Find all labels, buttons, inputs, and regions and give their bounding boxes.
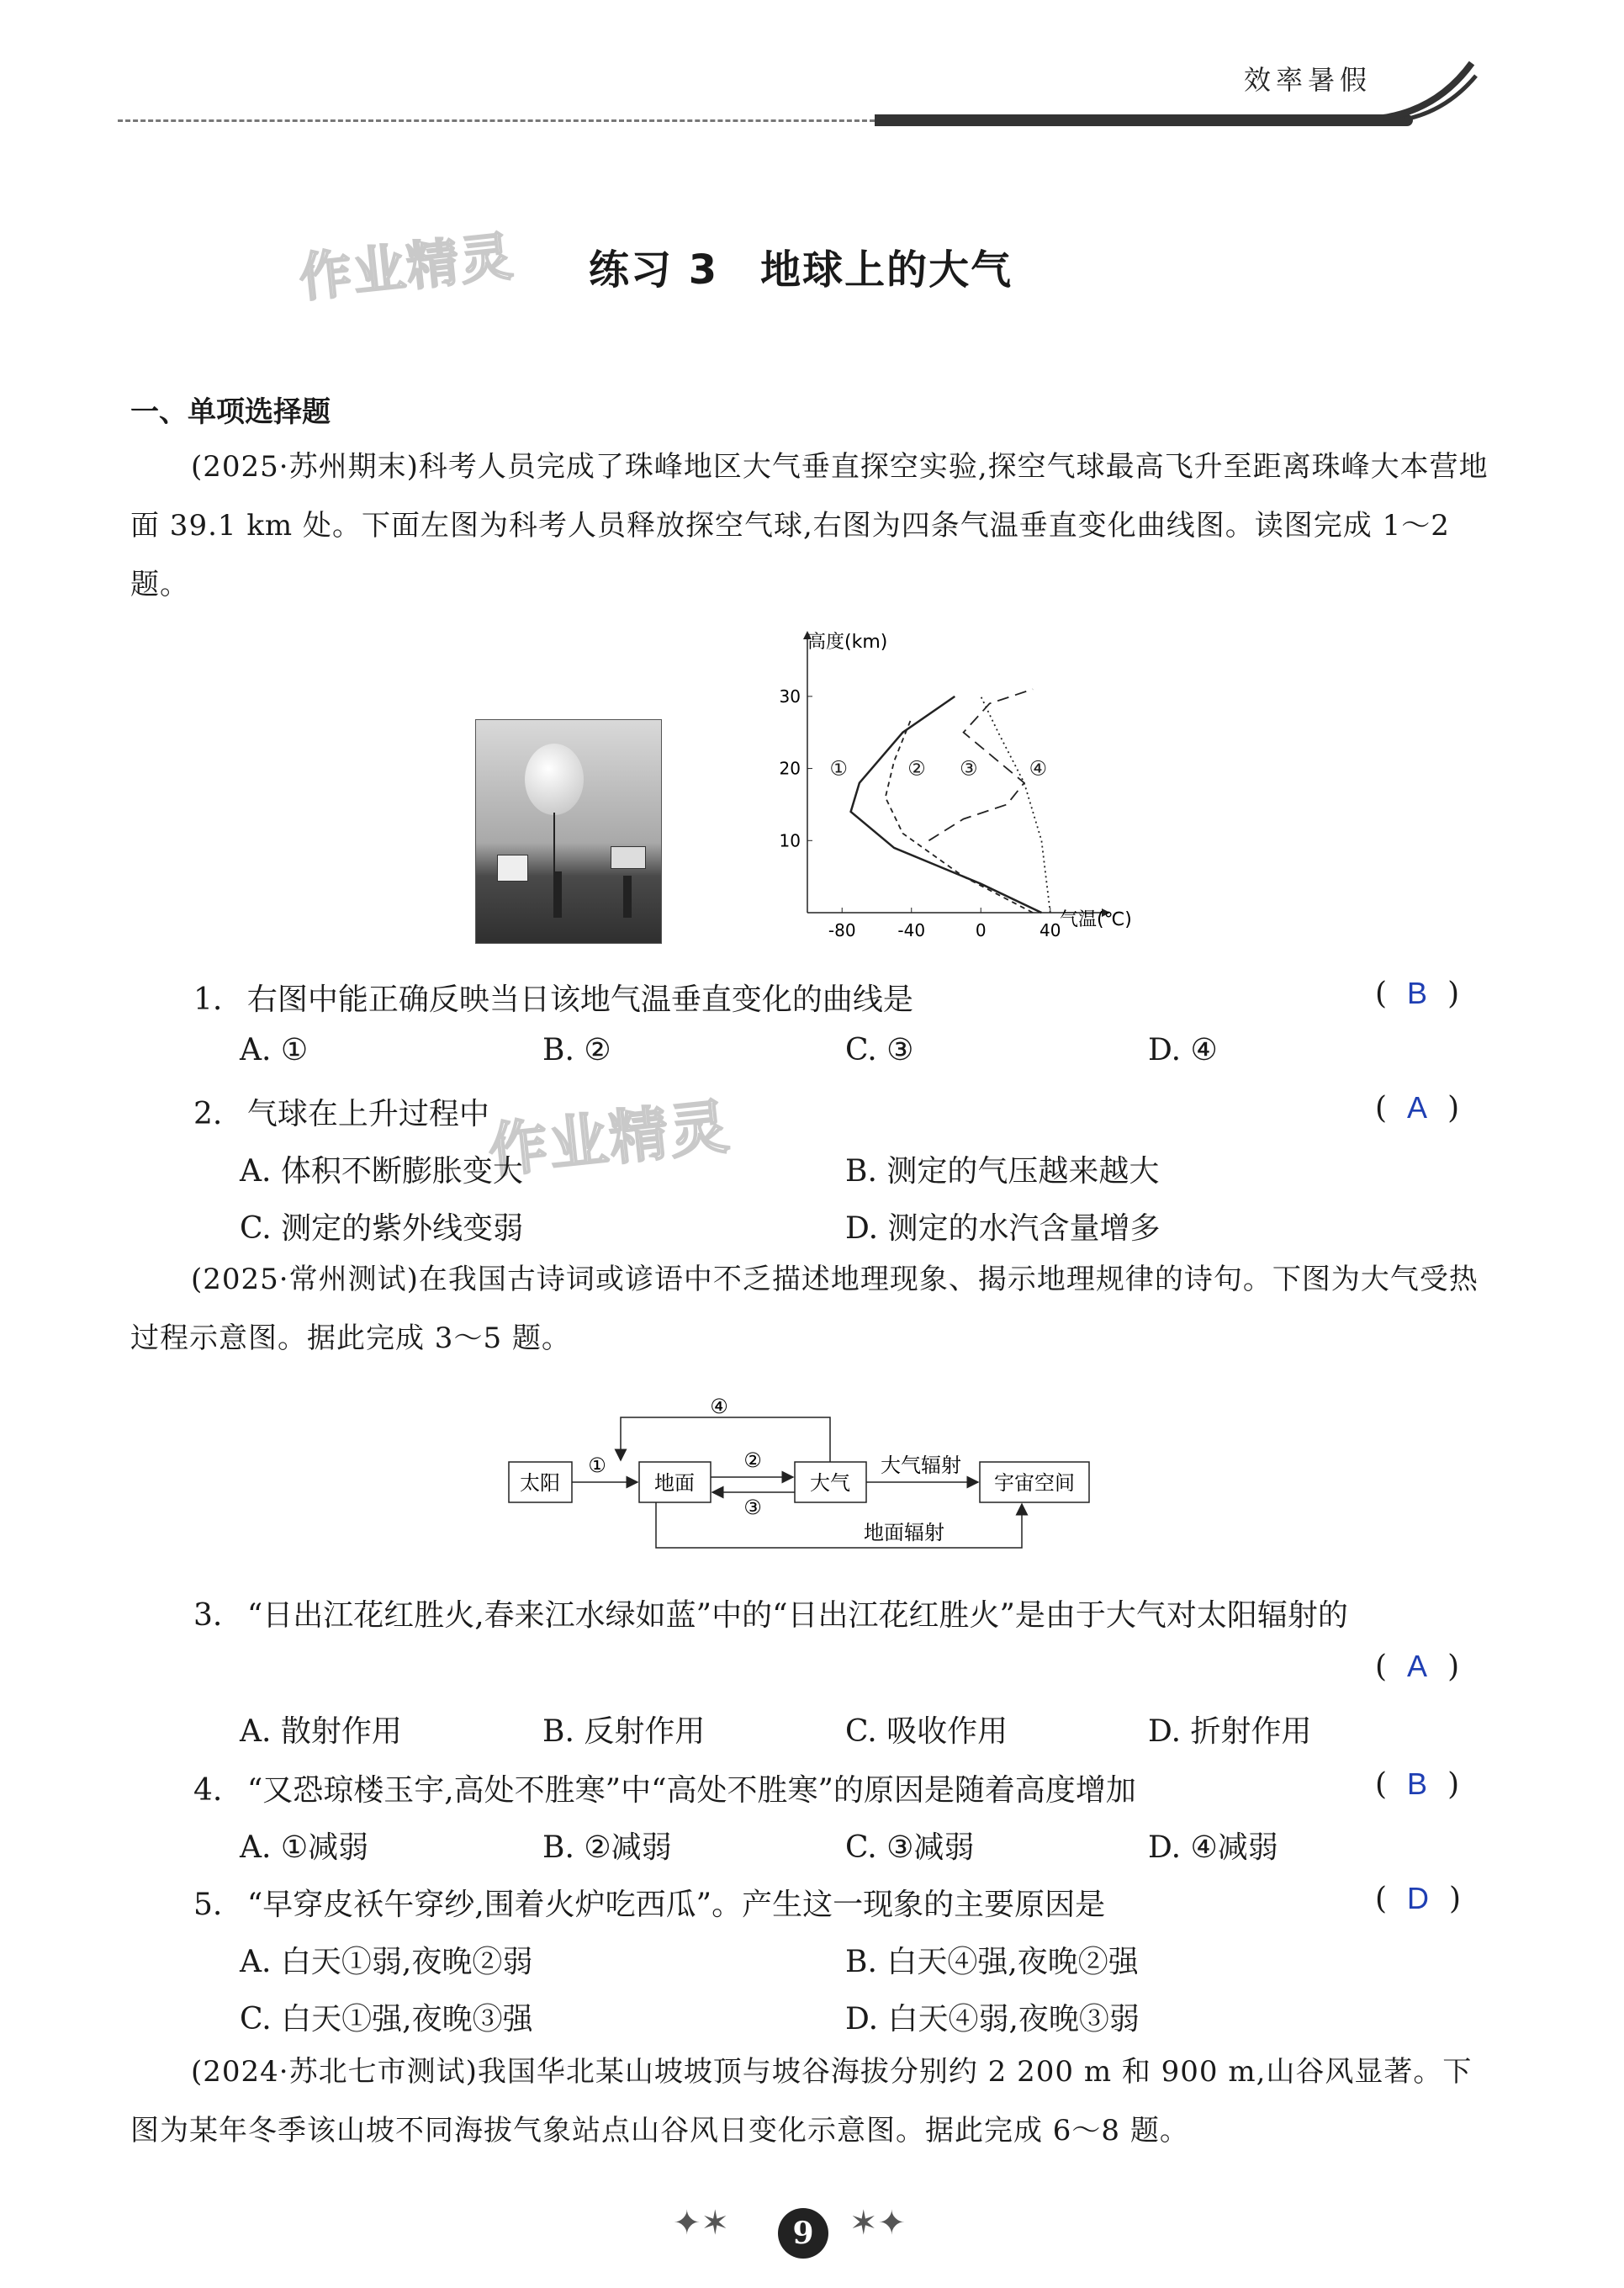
answer-q5: D [1407, 1881, 1430, 1915]
box-atmosphere-label: 大气 [810, 1471, 850, 1495]
question-1 [193, 976, 913, 1019]
answer-paren: ( B ) [1375, 976, 1460, 1011]
box-ground-label: 地面 [654, 1471, 695, 1495]
chart-x-tick-label: -40 [897, 920, 926, 940]
star-decoration-icon: ✶✦ [849, 2204, 907, 2243]
chart-y-tick-label: 30 [779, 686, 801, 707]
option: C. 吸收作用 [845, 1714, 1008, 1749]
chart-series-label: ③ [960, 756, 978, 781]
option: D. ④减弱 [1148, 1830, 1278, 1865]
question-text: “早穿皮袄午穿纱,围着火炉吃西瓜”。产生这一现象的主要原因是 [246, 1888, 1106, 1922]
intro-paragraph-3: (2024·苏北七市测试)我国华北某山坡坡顶与坡谷海拔分别约 2 200 m 和 900 m,山谷风显著。下图为某年冬季该山坡不同海拔气象站点山谷风日变化示意图。据此完成 6～8 题。 [130, 2055, 1473, 2148]
option: D. ④ [1148, 1033, 1218, 1067]
option: A. ①减弱 [240, 1830, 369, 1865]
option: A. 白天①弱,夜晚②弱 [240, 1945, 533, 1979]
answer-q1: B [1407, 976, 1428, 1010]
box-sun-label: 太阳 [520, 1471, 560, 1495]
temperature-profile-chart [757, 622, 1161, 951]
answer-paren: ( B ) [1375, 1766, 1460, 1802]
question-text: 右图中能正确反映当日该地气温垂直变化的曲线是 [246, 982, 913, 1017]
question-3 [193, 1592, 1348, 1634]
atmospheric-radiation-label: 大气辐射 [881, 1454, 961, 1477]
ground-radiation-label: 地面辐射 [864, 1521, 944, 1544]
star-decoration-icon: ✦✶ [673, 2204, 730, 2243]
atmosphere-heating-diagram [496, 1388, 1102, 1573]
option: C. ③ [845, 1033, 914, 1067]
question-4 [193, 1766, 1136, 1809]
option: A. ① [240, 1033, 309, 1067]
watermark-mid: 作业精灵 [485, 1092, 734, 1186]
answer-q2: A [1407, 1090, 1428, 1125]
chart-series-④ [981, 696, 1050, 913]
question-number: 3. [193, 1598, 223, 1633]
chart-x-tick-label: -80 [828, 920, 856, 940]
chart-y-tick-label: 10 [779, 830, 801, 851]
header-swoosh-icon [1379, 59, 1480, 126]
header-brand: 效率暑假 [1243, 64, 1372, 96]
chart-series-① [851, 696, 1042, 913]
option: B. ②减弱 [542, 1830, 672, 1865]
answer-paren: ( A ) [1375, 1649, 1460, 1684]
option: C. ③减弱 [845, 1830, 975, 1865]
chart-xlabel: 气温(℃) [1060, 909, 1132, 930]
chart-x-tick-label: 40 [1039, 920, 1061, 940]
intro-paragraph-2: (2025·常州测试)在我国古诗词或谚语中不乏描述地理现象、揭示地理规律的诗句。下图为大气受热过程示意图。据此完成 3～5 题。 [130, 1263, 1479, 1355]
chart-x-tick-label: 0 [975, 920, 987, 940]
chart-series-label: ④ [1029, 756, 1048, 781]
chart-series-label: ① [829, 756, 848, 781]
option: C. 白天①强,夜晚③强 [240, 2002, 533, 2036]
option: D. 测定的水汽含量增多 [845, 1211, 1161, 1246]
question-number: 1. [193, 982, 223, 1017]
option: B. 测定的气压越来越大 [845, 1154, 1160, 1189]
section-heading: 一、单项选择题 [130, 395, 331, 429]
chart-series-③ [928, 689, 1033, 840]
chart-ylabel: 高度(km) [807, 632, 888, 653]
option: A. 体积不断膨胀变大 [240, 1154, 523, 1189]
answer-q4: B [1407, 1766, 1428, 1801]
option: C. 测定的紫外线变弱 [240, 1211, 524, 1246]
page-number: 9 [778, 2208, 828, 2259]
question-text: “又恐琼楼玉宇,高处不胜寒”中“高处不胜寒”的原因是随着高度增加 [246, 1773, 1136, 1808]
arrow-3-label: ③ [743, 1496, 762, 1519]
option: A. 散射作用 [240, 1714, 402, 1749]
chart-y-tick-label: 20 [779, 758, 801, 779]
question-text: 气球在上升过程中 [246, 1097, 489, 1131]
question-number: 4. [193, 1773, 223, 1808]
box-space-label: 宇宙空间 [994, 1471, 1075, 1495]
answer-paren: ( A ) [1375, 1090, 1460, 1125]
question-text: “日出江花红胜火,春来江水绿如蓝”中的“日出江花红胜火”是由于大气对太阳辐射的 [246, 1598, 1348, 1633]
answer-q3: A [1407, 1649, 1428, 1683]
chart-series-label: ② [907, 756, 926, 781]
chart-series-② [886, 718, 1033, 913]
page-title: 练习 3 地球上的大气 [589, 246, 1013, 294]
answer-paren: ( D ) [1375, 1881, 1462, 1916]
question-5 [193, 1881, 1105, 1924]
option: B. 反射作用 [542, 1714, 706, 1749]
header-decorative-bar [875, 114, 1413, 126]
option: D. 折射作用 [1148, 1714, 1312, 1749]
option: D. 白天④弱,夜晚③弱 [845, 2002, 1140, 2036]
option: B. ② [542, 1033, 611, 1067]
balloon-image [525, 744, 584, 815]
watermark-top: 作业精灵 [296, 225, 517, 310]
option: B. 白天④强,夜晚②强 [845, 1945, 1139, 1979]
arrow-1-label: ① [588, 1454, 606, 1477]
question-number: 2. [193, 1097, 223, 1131]
question-2 [193, 1090, 489, 1133]
arrow-4-label: ④ [710, 1395, 728, 1418]
question-number: 5. [193, 1888, 223, 1922]
header-dashed-rule [118, 119, 875, 122]
intro-paragraph-1: (2025·苏州期末)科考人员完成了珠峰地区大气垂直探空实验,探空气球最高飞升至距离珠峰大本营地面 39.1 km 处。下面左图为科考人员释放探空气球,右图为四条气温垂直变化曲线图。读图完成 1～2 题。 [130, 450, 1489, 601]
balloon-photo [475, 719, 662, 944]
arrow-2-label: ② [743, 1449, 762, 1472]
